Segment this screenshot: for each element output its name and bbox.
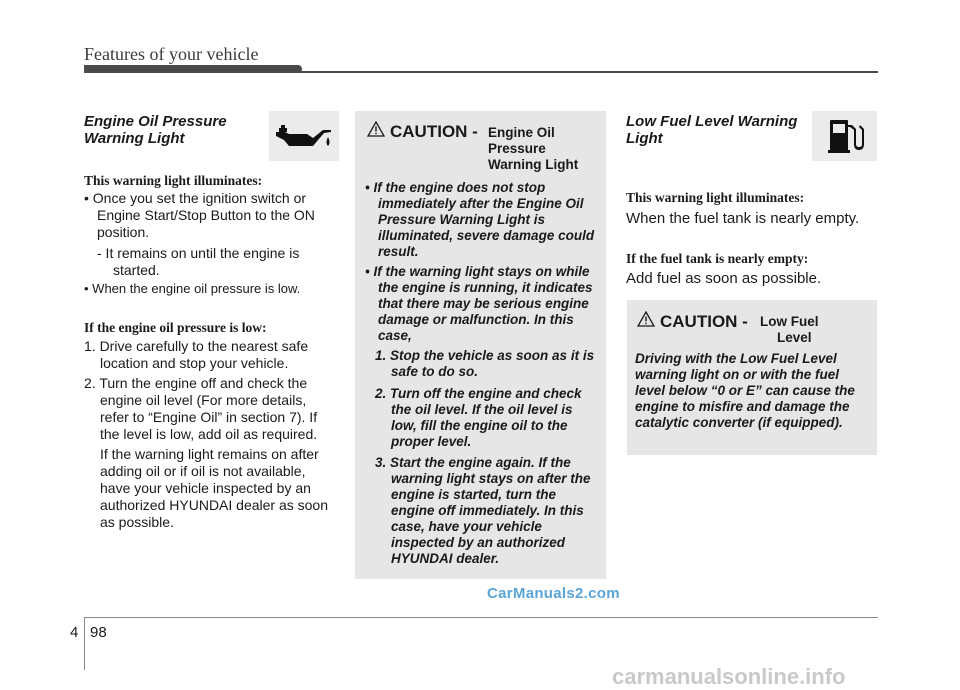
page-header-title: Features of your vehicle: [84, 44, 259, 64]
caution-oil-subject: [488, 125, 578, 173]
oil-pressure-title: [84, 113, 264, 147]
warning-triangle-icon: [637, 311, 655, 327]
oil-step-2-text: 2. Turn the engine off and check the engine oil level (For more details, refer to “Engine Oil” in section 7). If the level is low, add oil as required.: [84, 375, 318, 442]
caution-fuel-box: [627, 300, 877, 455]
chapter-number: 4: [70, 624, 79, 641]
oil-low-heading: If the engine oil pressure is low:: [84, 320, 267, 335]
footer-rule: [84, 617, 878, 618]
bullet-dot: •: [365, 180, 374, 195]
fuel-empty-heading: If the fuel tank is nearly empty:: [626, 251, 809, 266]
low-fuel-title-line2: Light: [626, 130, 663, 147]
caution-oil-step-3: [375, 455, 600, 567]
caution-oil-subject-3: Warning Light: [488, 157, 579, 172]
oil-bullet-2-text: When the engine oil pressure is low.: [92, 281, 301, 296]
oil-step-1-text: 1. Drive carefully to the nearest safe location and stop your vehicle.: [84, 338, 309, 371]
oil-bullet-1-sub: [97, 245, 336, 279]
oil-pressure-title-line1: Engine Oil Pressure: [84, 113, 227, 130]
footer-page-separator: [84, 618, 85, 670]
caution-oil-subject-2: Pressure: [488, 141, 546, 156]
watermark-bottom: carmanualsonline.info: [612, 664, 846, 689]
bullet-dot: •: [84, 281, 93, 296]
caution-oil-label: CAUTION -: [390, 122, 478, 141]
bullet-dot: •: [365, 264, 374, 279]
oil-can-icon: [269, 111, 339, 161]
caution-oil-step-2: [375, 386, 600, 450]
caution-fuel-subject: [760, 314, 819, 346]
caution-oil-step-3-text: 3. Start the engine again. If the warning light stays on after the engine is started, turn the engine off immediately. In this case, have your vehicle inspected by an authorized HYUNDAI dealer.: [375, 455, 591, 566]
caution-oil-bullet-2-text: If the warning light stays on while the engine is running, it indicates that there may be serious engine damage or malfunction. In this case,: [373, 264, 593, 343]
caution-oil-step-1: [375, 348, 600, 380]
watermark-top: CarManuals2.com: [487, 585, 620, 602]
caution-fuel-subject-1: Low Fuel: [760, 314, 819, 329]
caution-oil-step-1-text: 1. Stop the vehicle as soon as it is safe to do so.: [375, 348, 595, 379]
oil-bullet-2: [84, 280, 336, 297]
caution-oil-bullet-1-text: If the engine does not stop immediately after the Engine Oil Pressure Warning Light is illuminated, severe damage could result.: [373, 180, 595, 259]
fuel-illuminates-heading: This warning light illuminates:: [626, 190, 805, 205]
page-number: 98: [90, 624, 107, 641]
caution-oil-bullet-2: [365, 264, 600, 344]
caution-oil-box: [355, 111, 606, 579]
oil-bullet-1: [84, 190, 336, 241]
header-rule: [84, 71, 878, 73]
caution-oil-subject-1: Engine Oil: [488, 125, 555, 140]
caution-oil-bullet-1: [365, 180, 600, 260]
oil-step-2-paragraph: If the warning light remains on after adding oil or if oil is not available, have your vehicle inspected by an authorized HYUNDAI dealer as soon as possible.: [100, 446, 329, 530]
bullet-dot: •: [84, 190, 93, 206]
oil-bullet-1-text: Once you set the ignition switch or Engine Start/Stop Button to the ON position.: [92, 190, 315, 240]
caution-fuel-label: CAUTION -: [660, 312, 748, 331]
caution-fuel-subject-2: Level: [777, 330, 812, 345]
fuel-illuminates-text: When the fuel tank is nearly empty.: [626, 210, 860, 227]
oil-step-1: [84, 338, 336, 372]
fuel-pump-icon: [812, 111, 877, 161]
low-fuel-title-line1: Low Fuel Level Warning: [626, 113, 798, 130]
low-fuel-icon-box: [812, 111, 877, 161]
oil-bullet-1-sub-text: - It remains on until the engine is started.: [97, 245, 300, 278]
oil-pressure-icon-box: [269, 111, 339, 161]
caution-oil-step-2-text: 2. Turn off the engine and check the oil level. If the oil level is low, fill the engine oil to the proper level.: [375, 386, 582, 449]
oil-pressure-title-line2: Warning Light: [84, 130, 185, 147]
oil-step-2: [84, 375, 336, 443]
oil-illuminates-heading: This warning light illuminates:: [84, 173, 263, 188]
warning-triangle-icon: [367, 121, 385, 137]
low-fuel-title: [626, 113, 811, 147]
fuel-empty-text: Add fuel as soon as possible.: [626, 270, 822, 287]
caution-fuel-body: Driving with the Low Fuel Level warning light on or with the fuel level below “0 or E” can cause the engine to misfire and damage the catalytic converter (if equipped).: [635, 351, 855, 430]
